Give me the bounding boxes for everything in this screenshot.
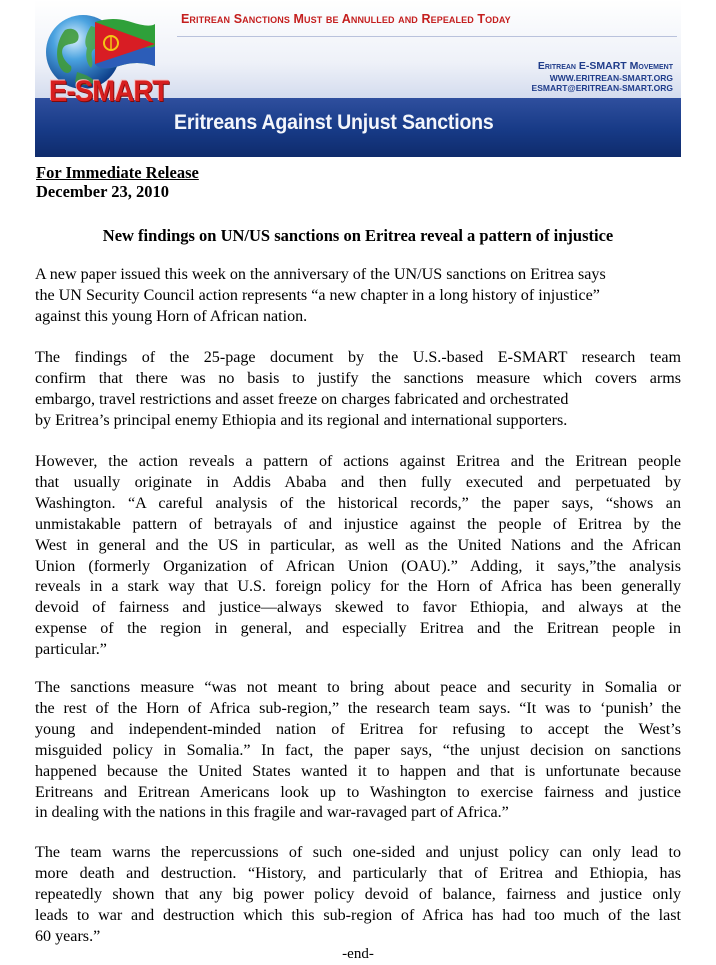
text-line: reveals in a stark way that U.S. foreign policy for the Horn of Africa has been generally: [35, 578, 681, 596]
release-block: [36, 163, 199, 201]
text-line: devoid of fairness and justice—always skewed to favor Ethiopia, and always at the: [35, 599, 681, 617]
text-line: A new paper issued this week on the anniversary of the UN/US sanctions on Eritrea says: [35, 266, 606, 283]
banner-slogan: Eritrean Sanctions Must be Annulled and Repealed Today: [181, 12, 511, 26]
text-line: against this young Horn of African nation.: [35, 307, 308, 325]
end-mark: -end-: [342, 946, 374, 962]
movement-name: Eritrean E-SMART Movement: [537, 60, 673, 72]
text-line: The team warns the repercussions of such one-sided and unjust policy can only lead to: [35, 844, 681, 861]
text-line: Eritreans and Eritrean Americans look up to Washington to exercise fairness and justice: [35, 783, 681, 801]
text-line: more death and destruction. “History, and particularly that of Eritrea and Ethiopia, has: [35, 864, 681, 882]
banner-rule: [177, 36, 677, 37]
text-line: unmistakable pattern of betrayals of and injustice against the people of Eritrea by the: [35, 515, 681, 533]
text-line: West in general and the US in particular, as well as the United Nations and the African: [35, 536, 681, 554]
text-line: 60 years.”: [35, 927, 101, 945]
text-line: expense of the region in general, and especially Eritrea and the Eritrean people in: [35, 620, 681, 638]
paragraph-5: [35, 843, 681, 948]
text-line: However, the action reveals a pattern of actions against Eritrea and the Eritrean people: [35, 453, 681, 470]
text-line: that usually originate in Addis Ababa and then fully executed and perpetuated by: [35, 473, 681, 491]
banner-tagline: Eritreans Against Unjust Sanctions: [174, 111, 494, 134]
text-line: young and independent-minded nation of Eritrea for refusing to accept the West’s: [35, 720, 681, 738]
paragraph-1: [35, 265, 681, 328]
movement-website[interactable]: WWW.ERITREAN-SMART.ORG: [549, 72, 673, 83]
text-line: confirm that there was no basis to justify the sanctions measure which covers arms: [35, 369, 681, 387]
movement-email[interactable]: ESMART@ERITREAN-SMART.ORG: [531, 82, 673, 93]
text-line: particular.”: [35, 641, 107, 659]
movement-contact: [532, 60, 673, 93]
text-line: misguided policy in Somalia.” In fact, the paper says, “the unjust decision on sanctions: [35, 741, 681, 759]
text-line: Union (formerly Organization of African Union (OAU).” Adding, it says,”the analysis: [35, 557, 681, 575]
text-line: embargo, travel restrictions and asset freeze on charges fabricated and orchestrated: [35, 390, 569, 408]
text-line: by Eritrea’s principal enemy Ethiopia and its regional and international supporters.: [35, 411, 568, 429]
paragraph-2: [35, 348, 681, 432]
paragraph-3: [35, 452, 681, 661]
text-line: Washington. “A careful analysis of the historical records,” the paper says, “shows an: [35, 494, 681, 512]
text-line: The sanctions measure “was not meant to bring about peace and security in Somalia or: [35, 679, 681, 696]
header-banner: [35, 0, 681, 157]
release-label: For Immediate Release: [36, 163, 199, 182]
text-line: happened because the United States wanted it to happen and that is unfortunate because: [35, 762, 681, 780]
text-line: The findings of the 25-page document by the U.S.-based E-SMART research team: [35, 349, 681, 366]
release-date: December 23, 2010: [36, 182, 170, 201]
paragraph-4: [35, 678, 681, 824]
text-line: leads to war and destruction which this sub-region of Africa has had too much of the last: [35, 906, 681, 924]
eritrean-flag-icon: [93, 16, 157, 72]
esmart-logo-text: E-SMART: [49, 75, 169, 108]
text-line: repeatedly shown that any big power policy devoid of balance, fairness and justice only: [35, 885, 681, 903]
text-line: in dealing with the nations in this fragile and war-ravaged part of Africa.”: [35, 804, 509, 822]
text-line: the rest of the Horn of Africa sub-region,” the research team says. “It was to ‘punish’ the: [35, 699, 681, 717]
text-line: the UN Security Council action represents “a new chapter in a long history of injustice”: [35, 286, 600, 304]
press-headline: New findings on UN/US sanctions on Eritrea reveal a pattern of injustice: [102, 226, 614, 245]
